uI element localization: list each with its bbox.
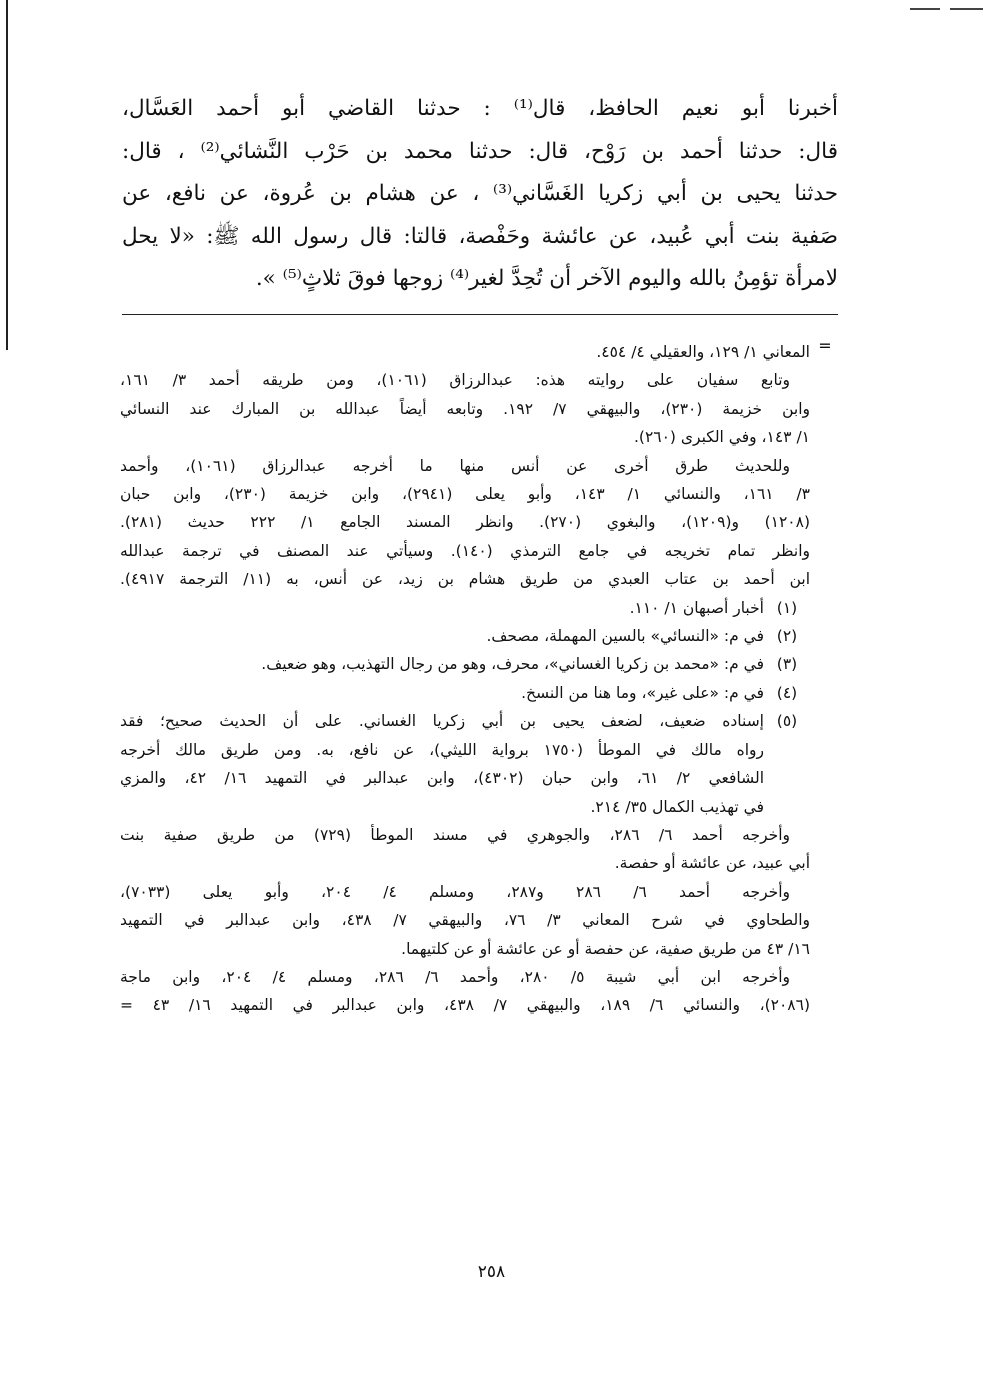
footnote-line: رواه مالك في الموطأ (١٧٥٠ برواية الليثي)، عن نافع، به. ومن طريق مالك أخرجه: [120, 740, 764, 759]
footnote-5-continued: [120, 821, 810, 1020]
footnotes: [120, 338, 810, 1020]
footnote-line: ابن أحمد بن عتاب العبدي من طريق هشام بن زيد، عن أنس، به (١١/ الترجمة ٤٩١٧).: [120, 570, 811, 589]
footnote-line: وأخرجه أحمد ٦/ ٢٨٦ و٢٨٧، ومسلم ٤/ ٢٠٤، وأبو يعلى (٧٠٣٣)،: [120, 882, 791, 901]
footnote-line: (٢٠٨٦)، والنسائي ٦/ ١٨٩، والبيهقي ٧/ ٤٣٨، وابن عبدالبر في التمهيد ١٦/ ٤٣ =: [120, 996, 810, 1015]
footnote-4: [120, 679, 810, 707]
footnote-line: أبي عبيد، عن عائشة أو حفصة.: [614, 854, 810, 873]
footnote-line: أخبار أصبهان ١/ ١١٠.: [629, 598, 764, 617]
footnote-line: وأخرجه ابن أبي شيبة ٥/ ٢٨٠، وأحمد ٦/ ٢٨٦، ومسلم ٤/ ٢٠٤، وابن ماجة: [120, 967, 790, 986]
footnote-line: وانظر تمام تخريجه في جامع الترمذي (١٤٠). وسيأتي عند المصنف في ترجمة عبدالله: [120, 541, 811, 560]
footnote-3: [120, 650, 810, 678]
footnote-line: في م: «محمد بن زكريا الغساني»، محرف، وهو من رجال التهذيب، وهو ضعيف.: [261, 655, 764, 674]
footnote-line: وللحديث طرق أخرى عن أنس منها ما أخرجه عبدالرزاق (١٠٦١)، وأحمد: [120, 456, 790, 475]
hadith-line: صَفية بنت أبي عُبيد، عن عائشة وحَفْصة، قالتا: قال رسول الله ﷺ: «لا يحل: [122, 223, 838, 249]
hadith-line: حدثنا يحيى بن أبي زكريا الغَسَّاني⁽³⁾ ، عن هشام بن عُروة، عن نافع، عن: [122, 181, 838, 206]
footnote-line: المعاني ١/ ١٢٩، والعقيلي ٤/ ٤٥٤.: [596, 343, 810, 361]
footnote-line: الشافعي ٢/ ٦١، وابن حبان (٤٣٠٢)، وابن عبدالبر في التمهيد ١٦/ ٤٢، والمزي: [120, 769, 764, 788]
binding-margin-line: [6, 0, 8, 350]
footnote-number: (٢): [776, 627, 798, 646]
footnote-line: (١٢٠٨) و(١٢٠٩)، والبغوي (٢٧٠). وانظر المسند الجامع ١/ ٢٢٢ حديث (٢٨١).: [120, 513, 810, 532]
hadith-text: [122, 88, 838, 301]
footnote-2: [120, 622, 810, 650]
footnote-line: ٣/ ١٦١، والنسائي ١/ ١٤٣، وأبو يعلى (٢٩٤١)، وابن خزيمة (٢٣٠)، وابن حبان: [120, 485, 810, 504]
footnote-line: ١٦/ ٤٣ من طريق صفية، عن حفصة أو عن عائشة أو عن كلتيهما.: [401, 939, 810, 958]
footnote-line: في م: «على غير»، وما هنا من النسخ.: [521, 683, 764, 702]
footnote-1: [120, 594, 810, 622]
footnote-line: وأخرجه أحمد ٦/ ٢٨٦، والجوهري في مسند الموطأ (٧٢٩) من طريق صفية بنت: [120, 825, 790, 844]
hadith-line: لامرأة تؤمِنُ بالله واليوم الآخر أن تُحِدَّ لغير⁽⁴⁾ زوجها فوقَ ثلاثٍ⁽⁵⁾ ».: [255, 266, 838, 291]
footnote-line: ١/ ١٤٣، وفي الكبرى (٢٦٠).: [633, 428, 810, 447]
continued-footnote: [120, 338, 810, 594]
footnote-number: (٣): [776, 655, 798, 674]
footnote-number: (٥): [776, 712, 798, 731]
footnote-line: وتابع سفيان على روايته هذه: عبدالرزاق (١٠٦١)، ومن طريقه أحمد ٣/ ١٦١،: [120, 371, 790, 390]
footnote-separator: [122, 314, 838, 315]
continuation-mark: =: [818, 336, 832, 355]
footnote-line: إسناده ضعيف، لضعف يحيى بن أبي زكريا الغساني. على أن الحديث صحيح؛ فقد: [120, 712, 764, 731]
hadith-line: قال: حدثنا أحمد بن رَوْح، قال: حدثنا محمد بن حَرْب النَّشائي⁽²⁾ ، قال:: [122, 138, 838, 164]
footnote-number: (٤): [776, 683, 798, 702]
scan-mark: [950, 8, 983, 10]
footnote-number: (١): [776, 598, 798, 617]
footnote-line: في م: «النسائي» بالسين المهملة، مصحف.: [486, 627, 764, 646]
page-number: ٢٥٨: [477, 1262, 506, 1282]
footnote-line: والطحاوي في شرح المعاني ٣/ ٧٦، والبيهقي ٧/ ٤٣٨، وابن عبدالبر في التمهيد: [120, 911, 810, 930]
footnote-line: في تهذيب الكمال ٣٥/ ٢١٤.: [590, 797, 764, 816]
scan-mark: [910, 8, 940, 10]
hadith-line: أخبرنا أبو نعيم الحافظ، قال⁽¹⁾ : حدثنا القاضي أبو أحمد العَسَّال،: [122, 96, 838, 121]
footnote-line: وابن خزيمة (٢٣٠)، والبيهقي ٧/ ١٩٢. وتابعه أيضاً عبدالله بن المبارك عند النسائي: [120, 399, 811, 418]
footnote-5: [120, 707, 810, 821]
